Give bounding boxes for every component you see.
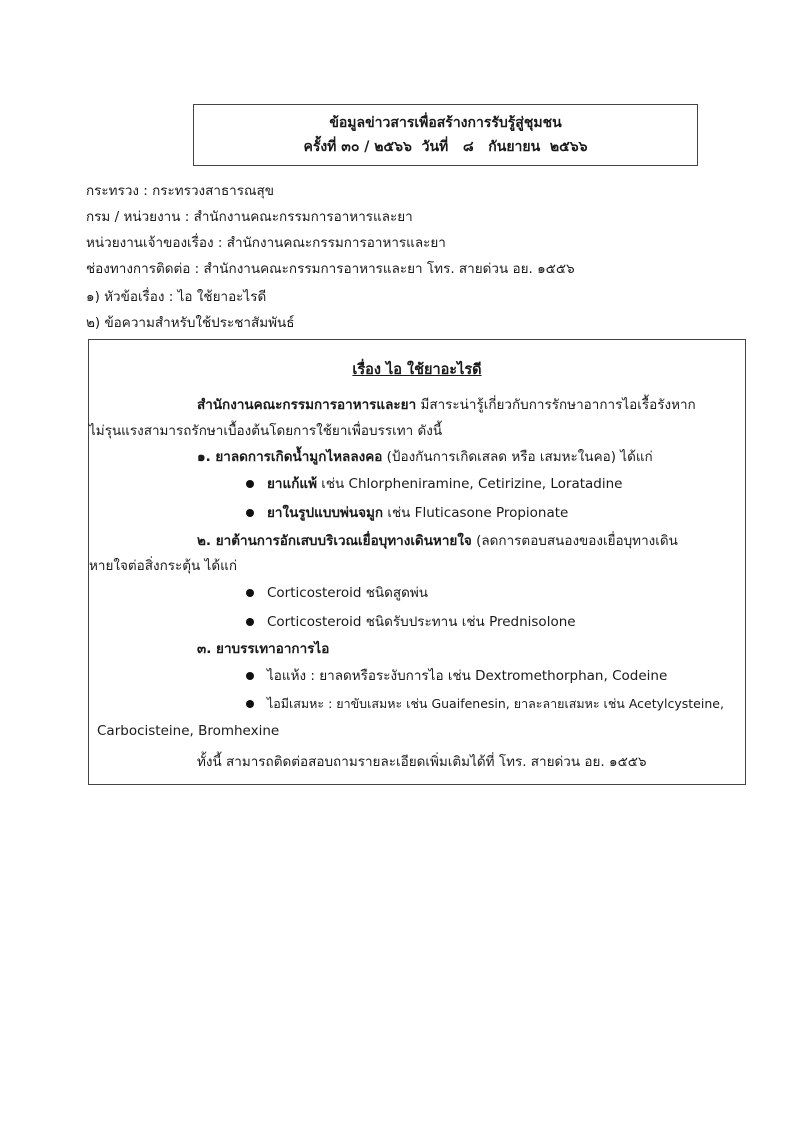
section-3-bullet-2-line-2: Carbocisteine, Bromhexine <box>97 723 280 739</box>
bullet-icon <box>246 509 254 517</box>
s1-b1-rest: เช่น Chlorpheniramine, Cetirizine, Loratadine <box>316 476 623 492</box>
meta-department: กรม / หน่วยงาน : สำนักงานคณะกรรมการอาหารและยา <box>86 209 413 225</box>
bullet-icon <box>246 700 254 708</box>
s1-b2-rest: เช่น Fluticasone Propionate <box>383 505 569 521</box>
bullet-icon <box>246 618 254 626</box>
section-2-rest: (ลดการตอบสนองของเยื่อบุทางเดิน <box>471 533 678 549</box>
meta-info <box>86 178 575 282</box>
section-2-bullet-2: Corticosteroid ชนิดรับประทาน เช่น Prednisolone <box>267 614 576 630</box>
topic-section <box>86 284 295 336</box>
topic-message: ๒) ข้อความสำหรับใช้ประชาสัมพันธ์ <box>86 315 295 331</box>
intro-bold: สำนักงานคณะกรรมการอาหารและยา <box>197 397 417 413</box>
intro-line-2: ไม่รุนแรงสามารถรักษาเบื้องต้นโดยการใช้ยาเพื่อบรรเทา ดังนี้ <box>89 423 443 439</box>
intro-rest: มีสาระน่ารู้เกี่ยวกับการรักษาอาการไอเรื้อรังหาก <box>416 397 696 413</box>
section-1-heading <box>197 447 653 467</box>
section-2-bold: ๒. ยาต้านการอักเสบบริเวณเยื่อบุทางเดินหายใจ <box>197 533 472 549</box>
intro-line-1 <box>197 395 696 415</box>
meta-ministry: กระทรวง : กระทรวงสาธารณสุข <box>86 183 275 199</box>
section-2-heading <box>197 531 678 551</box>
closing-line: ทั้งนี้ สามารถติดต่อสอบถามรายละเอียดเพิ่มเติมได้ที่ โทร. สายด่วน อย. ๑๕๕๖ <box>197 754 647 770</box>
s1-b2-bold: ยาในรูปแบบพ่นจมูก <box>267 505 384 521</box>
section-3-heading: ๓. ยาบรรเทาอาการไอ <box>197 641 330 657</box>
section-3-bullet-1: ไอแห้ง : ยาลดหรือระงับการไอ เช่น Dextromethorphan, Codeine <box>267 668 668 684</box>
section-1-bold: ๑. ยาลดการเกิดน้ำมูกไหลลงคอ <box>197 449 383 465</box>
header-issue: ครั้งที่ ๓๐ / ๒๕๖๖ วันที่ ๘ กันยายน ๒๕๖๖ <box>303 139 588 155</box>
bullet-icon <box>246 672 254 680</box>
header-box <box>193 104 698 166</box>
bullet-icon <box>246 480 254 488</box>
content-box <box>88 339 746 785</box>
section-1-rest: (ป้องกันการเกิดเสลด หรือ เสมหะในคอ) ได้แก่ <box>382 449 653 465</box>
s1-b1-bold: ยาแก้แพ้ <box>267 476 317 492</box>
content-title: เรื่อง ไอ ใช้ยาอะไรดี <box>352 362 482 378</box>
bullet-icon <box>246 589 254 597</box>
section-2-line-2: หายใจต่อสิ่งกระตุ้น ได้แก่ <box>89 558 237 574</box>
meta-owner: หน่วยงานเจ้าของเรื่อง : สำนักงานคณะกรรมการอาหารและยา <box>86 235 446 251</box>
header-title: ข้อมูลข่าวสารเพื่อสร้างการรับรู้สู่ชุมชน <box>329 115 562 131</box>
section-1-bullet-1 <box>267 474 622 494</box>
section-2-bullet-1: Corticosteroid ชนิดสูดพ่น <box>267 585 429 601</box>
section-3-bullet-2: ไอมีเสมหะ : ยาขับเสมหะ เช่น Guaifenesin, ยาละลายเสมหะ เช่น Acetylcysteine, <box>267 696 724 711</box>
meta-contact: ช่องทางการติดต่อ : สำนักงานคณะกรรมการอาหารและยา โทร. สายด่วน อย. ๑๕๕๖ <box>86 261 575 277</box>
section-1-bullet-2 <box>267 503 568 523</box>
topic-subject: ๑) หัวข้อเรื่อง : ไอ ใช้ยาอะไรดี <box>86 289 267 305</box>
